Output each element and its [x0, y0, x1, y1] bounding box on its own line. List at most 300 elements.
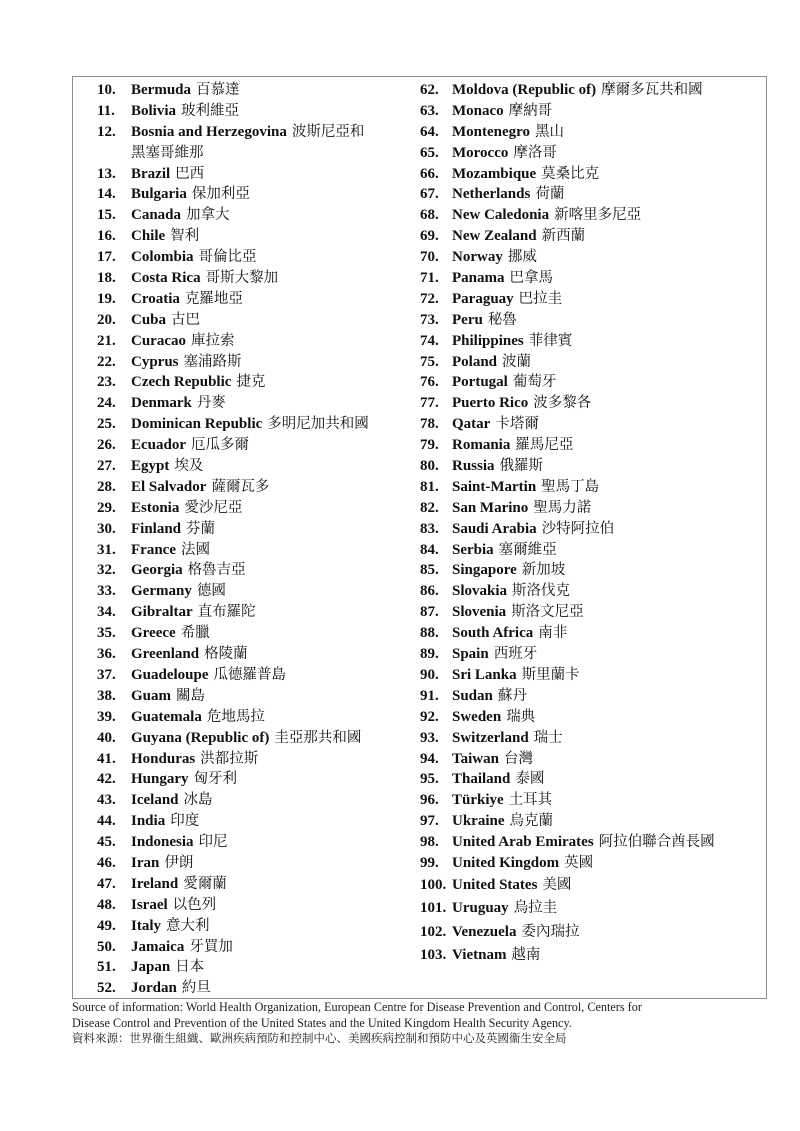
- country-name-zh: 捷克: [236, 374, 266, 391]
- country-name-en: Indonesia: [131, 834, 194, 851]
- country-list-item: [420, 728, 765, 749]
- country-list-item: [420, 749, 765, 770]
- country-list-item: [420, 226, 765, 247]
- item-number: 82.: [420, 499, 439, 516]
- country-name-zh: 意大利: [166, 917, 210, 934]
- country-name-zh: 越南: [511, 947, 541, 964]
- country-name-en: Bolivia: [131, 102, 177, 119]
- country-list-item: [97, 623, 417, 644]
- item-number: 84.: [420, 541, 439, 558]
- country-name-en: Norway: [452, 249, 503, 266]
- country-name-en: Ecuador: [131, 437, 187, 454]
- country-list-item: [97, 247, 417, 268]
- item-number: 50.: [97, 938, 116, 955]
- country-name-en: Germany: [131, 583, 192, 600]
- country-name-zh: 荷蘭: [535, 186, 565, 203]
- country-name-zh: 冰島: [183, 792, 213, 809]
- source-en-line-1: Source of information: World Health Organization, European Centre for Disease Prevention and Control, Centers for: [72, 1000, 642, 1014]
- country-name-en: New Zealand: [452, 228, 537, 245]
- item-number: 66.: [420, 165, 439, 182]
- country-name-en: Iran: [131, 854, 160, 871]
- country-list-item: [97, 393, 417, 414]
- item-number: 39.: [97, 708, 116, 725]
- country-name-zh: 加拿大: [186, 207, 230, 224]
- item-number: 72.: [420, 290, 439, 307]
- country-name-en: Singapore: [452, 562, 517, 579]
- item-number: 97.: [420, 813, 439, 830]
- country-name-en: Honduras: [131, 750, 196, 767]
- country-name-en: Thailand: [452, 771, 511, 788]
- country-list-item: [97, 184, 417, 205]
- country-list-item: [420, 435, 765, 456]
- country-list-item: [97, 498, 417, 519]
- country-name-en: El Salvador: [131, 478, 207, 495]
- country-list-item: [420, 874, 765, 898]
- country-list-item: [420, 707, 765, 728]
- item-number: 10.: [97, 82, 116, 98]
- country-name-en: Greece: [131, 625, 176, 642]
- country-name-en: Taiwan: [452, 750, 499, 767]
- country-list-item: [420, 944, 765, 968]
- country-name-zh: 秘魯: [487, 311, 517, 328]
- country-list-item: [97, 101, 417, 122]
- item-number: 46.: [97, 854, 116, 871]
- country-list-item: [420, 372, 765, 393]
- country-list-item: [97, 937, 417, 958]
- country-list-item: [420, 560, 765, 581]
- country-name-zh: 新喀里多尼亞: [554, 207, 642, 224]
- item-number: 47.: [97, 875, 116, 892]
- country-name-zh: 英國: [564, 854, 594, 871]
- source-note: [72, 1000, 772, 1047]
- item-number: 52.: [97, 980, 116, 997]
- country-name-zh: 庫拉索: [191, 332, 235, 349]
- country-name-en: Croatia: [131, 290, 180, 307]
- item-number: 71.: [420, 270, 439, 287]
- country-name-en: Venezuela: [452, 923, 517, 940]
- item-number: 93.: [420, 729, 439, 746]
- country-name-zh: 蘇丹: [497, 687, 527, 704]
- country-list-item: [97, 122, 417, 143]
- country-list-item: [420, 352, 765, 373]
- country-list-item: [420, 289, 765, 310]
- country-list-item: [97, 205, 417, 226]
- item-number: 31.: [97, 541, 116, 558]
- country-list-item: [420, 811, 765, 832]
- item-number: 11.: [97, 102, 115, 119]
- country-list-item: [97, 853, 417, 874]
- item-number: 69.: [420, 228, 439, 245]
- country-name-en: Sudan: [452, 687, 493, 704]
- country-list-item: [97, 602, 417, 623]
- item-number: 103.: [420, 947, 447, 964]
- country-name-zh: 摩爾多瓦共和國: [601, 82, 703, 98]
- item-number: 77.: [420, 395, 439, 412]
- country-name-en: Italy: [131, 917, 161, 934]
- country-list-item: [97, 686, 417, 707]
- item-number: 14.: [97, 186, 116, 203]
- item-number: 13.: [97, 165, 116, 182]
- country-list-item: [97, 414, 417, 435]
- country-name-zh: 巴拉圭: [518, 290, 563, 307]
- country-name-en: Spain: [452, 646, 489, 663]
- country-name-zh: 巴西: [175, 165, 205, 182]
- country-name-en: Estonia: [131, 499, 180, 516]
- item-number: 37.: [97, 666, 116, 683]
- country-name-zh: 土耳其: [508, 792, 553, 809]
- item-number: 18.: [97, 270, 116, 287]
- country-list-item: [420, 602, 765, 623]
- item-number: 100.: [420, 876, 447, 893]
- item-number: 15.: [97, 207, 116, 224]
- country-name-zh: 委內瑞拉: [521, 923, 580, 940]
- country-name-zh: 烏克蘭: [509, 813, 553, 830]
- item-number: 44.: [97, 813, 116, 830]
- country-name-en: Greenland: [131, 646, 200, 663]
- right-column: [420, 80, 765, 968]
- country-list-item: [97, 310, 417, 331]
- item-number: 38.: [97, 687, 116, 704]
- country-name-zh: 以色列: [172, 896, 217, 913]
- country-name-zh: 波多黎各: [533, 395, 592, 412]
- country-name-zh: 新西蘭: [541, 228, 586, 245]
- country-list-item: [420, 790, 765, 811]
- country-name-zh: 洪都拉斯: [200, 750, 259, 767]
- item-number: 64.: [420, 123, 439, 140]
- country-name-en: Egypt: [131, 458, 170, 475]
- country-list-item: [97, 769, 417, 790]
- country-list-item: [420, 80, 765, 101]
- country-list-item: [420, 581, 765, 602]
- country-list-item: [97, 832, 417, 853]
- country-list-item: [97, 978, 417, 999]
- country-name-zh: 保加利亞: [191, 186, 250, 203]
- country-name-zh: 丹麥: [196, 395, 226, 412]
- item-number: 26.: [97, 437, 116, 454]
- country-name-zh: 匈牙利: [193, 771, 238, 788]
- country-name-en: Puerto Rico: [452, 395, 529, 412]
- item-number: 29.: [97, 499, 116, 516]
- source-zh-line: 資料來源：世界衞生組織、歐洲疾病預防和控制中心、美國疾病控制和預防中心及英國衞生安全局: [72, 1031, 567, 1045]
- country-name-zh: 愛爾蘭: [183, 875, 227, 892]
- country-list-item: [420, 184, 765, 205]
- country-name-en: Moldova (Republic of): [452, 82, 597, 98]
- country-name-zh: 約旦: [181, 980, 211, 997]
- country-list-item: [97, 435, 417, 456]
- country-list-item: [420, 310, 765, 331]
- country-name-en: India: [131, 813, 166, 830]
- country-list-item: [420, 414, 765, 435]
- country-name-zh: 斯洛伐克: [512, 583, 571, 600]
- country-list-item: [97, 790, 417, 811]
- country-name-en: South Africa: [452, 625, 534, 642]
- country-list-item: [97, 916, 417, 937]
- item-number: 17.: [97, 249, 116, 266]
- country-name-en: Ukraine: [452, 813, 505, 830]
- country-name-en: Finland: [131, 520, 182, 537]
- item-number: 85.: [420, 562, 439, 579]
- item-number: 33.: [97, 583, 116, 600]
- item-number: 89.: [420, 646, 439, 663]
- country-name-en: Chile: [131, 228, 166, 245]
- country-list-item: [97, 226, 417, 247]
- item-number: 79.: [420, 437, 439, 454]
- country-name-en: Slovenia: [452, 604, 507, 621]
- country-name-en: Bermuda: [131, 82, 191, 98]
- item-number: 19.: [97, 290, 116, 307]
- item-number: 63.: [420, 102, 439, 119]
- item-number: 101.: [420, 900, 447, 917]
- country-name-en: Serbia: [452, 541, 494, 558]
- country-name-zh: 哥斯大黎加: [205, 270, 279, 287]
- country-list-item: [420, 498, 765, 519]
- country-name-en: Netherlands: [452, 186, 531, 203]
- country-name-zh: 斯洛文尼亞: [511, 604, 584, 621]
- item-number: 42.: [97, 771, 116, 788]
- country-name-en: Slovakia: [452, 583, 508, 600]
- country-name-zh-continued: 黑塞哥維那: [131, 144, 204, 161]
- country-name-en: Iceland: [131, 792, 179, 809]
- country-name-en: Türkiye: [452, 792, 504, 809]
- country-name-zh: 愛沙尼亞: [184, 499, 243, 516]
- country-name-zh: 美國: [542, 876, 572, 893]
- country-name-zh: 黑山: [535, 123, 565, 140]
- item-number: 91.: [420, 687, 439, 704]
- country-name-en: United Arab Emirates: [452, 834, 594, 851]
- country-name-en: Qatar: [452, 416, 491, 433]
- item-number: 81.: [420, 478, 439, 495]
- country-name-zh: 葡萄牙: [512, 374, 557, 391]
- country-list-item: [97, 581, 417, 602]
- country-name-zh: 瓜德羅普島: [213, 666, 287, 683]
- country-list-item: [97, 707, 417, 728]
- country-list-item: [420, 122, 765, 143]
- country-name-zh: 智利: [170, 228, 200, 245]
- item-number: 27.: [97, 458, 116, 475]
- country-name-en: New Caledonia: [452, 207, 550, 224]
- country-name-zh: 德國: [196, 583, 226, 600]
- item-number: 74.: [420, 332, 439, 349]
- item-number: 95.: [420, 771, 439, 788]
- country-name-en: Czech Republic: [131, 374, 232, 391]
- country-name-en: Poland: [452, 353, 498, 370]
- country-list-item: [97, 519, 417, 540]
- item-number: 83.: [420, 520, 439, 537]
- country-name-zh: 薩爾瓦多: [211, 478, 270, 495]
- country-name-en: Guatemala: [131, 708, 202, 725]
- country-name-en: Bosnia and Herzegovina: [131, 123, 287, 140]
- country-name-zh: 印度: [170, 813, 200, 830]
- country-name-en: Curacao: [131, 332, 186, 349]
- country-name-en: Ireland: [131, 875, 179, 892]
- item-number: 92.: [420, 708, 439, 725]
- country-list-item: [97, 164, 417, 185]
- country-name-en: Switzerland: [452, 729, 529, 746]
- country-name-zh: 烏拉圭: [513, 900, 558, 917]
- item-number: 87.: [420, 604, 439, 621]
- item-number: 32.: [97, 562, 116, 579]
- item-number: 88.: [420, 625, 439, 642]
- country-name-zh: 巴拿馬: [509, 270, 553, 287]
- country-list-item: [420, 540, 765, 561]
- country-name-en: Bulgaria: [131, 186, 187, 203]
- item-number: 70.: [420, 249, 439, 266]
- country-name-en: Panama: [452, 270, 505, 287]
- country-list-item: [420, 331, 765, 352]
- country-name-en: Georgia: [131, 562, 183, 579]
- country-name-en: Hungary: [131, 771, 189, 788]
- country-name-en: Montenegro: [452, 123, 531, 140]
- item-number: 94.: [420, 750, 439, 767]
- country-name-en: Monaco: [452, 102, 504, 119]
- item-number: 16.: [97, 228, 116, 245]
- item-number: 36.: [97, 646, 116, 663]
- country-list-item: [420, 921, 765, 945]
- country-name-zh: 聖馬丁島: [541, 478, 600, 495]
- country-name-zh: 百慕達: [196, 82, 240, 98]
- country-list-item: [97, 331, 417, 352]
- item-number: 41.: [97, 750, 116, 767]
- country-list-item: [420, 665, 765, 686]
- item-number: 49.: [97, 917, 116, 934]
- country-list-item: [97, 560, 417, 581]
- country-name-zh: 危地馬拉: [206, 708, 265, 725]
- country-name-en: Guadeloupe: [131, 666, 209, 683]
- country-name-zh: 斯里蘭卡: [521, 666, 580, 683]
- item-number: 51.: [97, 959, 116, 976]
- country-name-en: Denmark: [131, 395, 192, 412]
- country-name-zh: 挪威: [507, 249, 537, 266]
- country-list-item: [420, 247, 765, 268]
- country-name-zh: 印尼: [198, 834, 228, 851]
- country-list-item: [420, 143, 765, 164]
- country-list-item: [420, 686, 765, 707]
- country-name-en: United States: [452, 876, 538, 893]
- country-name-en: Vietnam: [452, 947, 507, 964]
- country-name-zh: 瑞典: [506, 708, 536, 725]
- country-list-item: [97, 289, 417, 310]
- item-number: 25.: [97, 416, 116, 433]
- country-name-en: Colombia: [131, 249, 194, 266]
- country-name-zh: 日本: [175, 959, 205, 976]
- country-list-item: [420, 164, 765, 185]
- country-list-item: [420, 456, 765, 477]
- country-list-item: [420, 897, 765, 921]
- country-name-zh: 圭亞那共和國: [274, 729, 362, 746]
- country-list-item: [420, 205, 765, 226]
- country-list-item: [97, 352, 417, 373]
- country-name-en: Israel: [131, 896, 168, 913]
- item-number: 78.: [420, 416, 439, 433]
- country-name-zh: 波蘭: [502, 353, 532, 370]
- country-name-zh: 多明尼加共和國: [267, 416, 369, 433]
- country-name-zh: 直布羅陀: [197, 604, 256, 621]
- country-name-zh: 俄羅斯: [499, 458, 544, 475]
- country-name-en: United Kingdom: [452, 854, 560, 871]
- country-name-en: San Marino: [452, 499, 529, 516]
- country-name-en: Saudi Arabia: [452, 520, 537, 537]
- item-number: 80.: [420, 458, 439, 475]
- country-list-item: [97, 372, 417, 393]
- country-name-en: Peru: [452, 311, 483, 328]
- country-name-zh: 菲律賓: [528, 332, 573, 349]
- country-name-zh: 沙特阿拉伯: [541, 520, 615, 537]
- country-name-en: Portugal: [452, 374, 508, 391]
- country-name-zh: 莫桑比克: [541, 165, 600, 182]
- country-name-zh: 阿拉伯聯合酋長國: [598, 834, 715, 851]
- country-name-en: Morocco: [452, 144, 509, 161]
- country-name-zh: 克羅地亞: [184, 290, 243, 307]
- country-name-zh: 格陵蘭: [204, 646, 248, 663]
- country-name-zh: 卡塔爾: [495, 416, 539, 433]
- country-name-en: Canada: [131, 207, 182, 224]
- country-name-zh: 哥倫比亞: [198, 249, 257, 266]
- country-name-zh: 芬蘭: [186, 520, 216, 537]
- item-number: 12.: [97, 123, 116, 140]
- item-number: 99.: [420, 854, 439, 871]
- country-name-en: Guam: [131, 687, 172, 704]
- country-list-item: [420, 623, 765, 644]
- country-name-en: Sweden: [452, 708, 502, 725]
- item-number: 28.: [97, 478, 116, 495]
- country-name-zh: 伊朗: [164, 854, 194, 871]
- country-name-zh: 南非: [538, 625, 568, 642]
- item-number: 23.: [97, 374, 116, 391]
- country-list-item: [420, 101, 765, 122]
- item-number: 75.: [420, 353, 439, 370]
- country-list-item: [420, 393, 765, 414]
- country-list-item: [97, 749, 417, 770]
- country-name-zh: 埃及: [174, 458, 204, 475]
- item-number: 96.: [420, 792, 439, 809]
- country-name-zh: 摩洛哥: [513, 144, 557, 161]
- item-number: 86.: [420, 583, 439, 600]
- country-name-zh: 新加坡: [521, 562, 566, 579]
- country-name-en: Guyana (Republic of): [131, 729, 270, 746]
- country-list-item: [97, 644, 417, 665]
- country-name-en: Cuba: [131, 311, 167, 328]
- country-name-zh: 泰國: [515, 771, 545, 788]
- country-name-zh: 摩納哥: [508, 102, 553, 119]
- item-number: 35.: [97, 625, 116, 642]
- country-name-zh: 波斯尼亞和: [291, 123, 365, 140]
- country-name-zh: 瑞士: [533, 729, 563, 746]
- country-name-en: Jamaica: [131, 938, 185, 955]
- country-list-item: [420, 769, 765, 790]
- country-list-item: [97, 477, 417, 498]
- country-list-item: [97, 728, 417, 749]
- country-list-item: [97, 665, 417, 686]
- country-list-item: [97, 895, 417, 916]
- country-list-item: [97, 456, 417, 477]
- item-number: 20.: [97, 311, 116, 328]
- country-name-zh: 玻利維亞: [181, 102, 240, 119]
- country-name-zh: 格魯吉亞: [187, 562, 246, 579]
- source-en-line-2: Disease Control and Prevention of the United States and the United Kingdom Health Security Agency.: [72, 1015, 572, 1030]
- item-number: 65.: [420, 144, 439, 161]
- country-list-box: [72, 76, 767, 999]
- country-name-zh: 法國: [180, 541, 210, 558]
- country-name-en: Cyprus: [131, 353, 179, 370]
- country-name-zh: 牙買加: [189, 938, 233, 955]
- country-name-en: Brazil: [131, 165, 171, 182]
- country-name-zh: 塞爾維亞: [498, 541, 557, 558]
- country-list-item: [97, 957, 417, 978]
- item-number: 62.: [420, 82, 439, 98]
- country-list-item: [420, 832, 765, 853]
- country-name-zh: 關島: [176, 687, 206, 704]
- country-list-item: [420, 519, 765, 540]
